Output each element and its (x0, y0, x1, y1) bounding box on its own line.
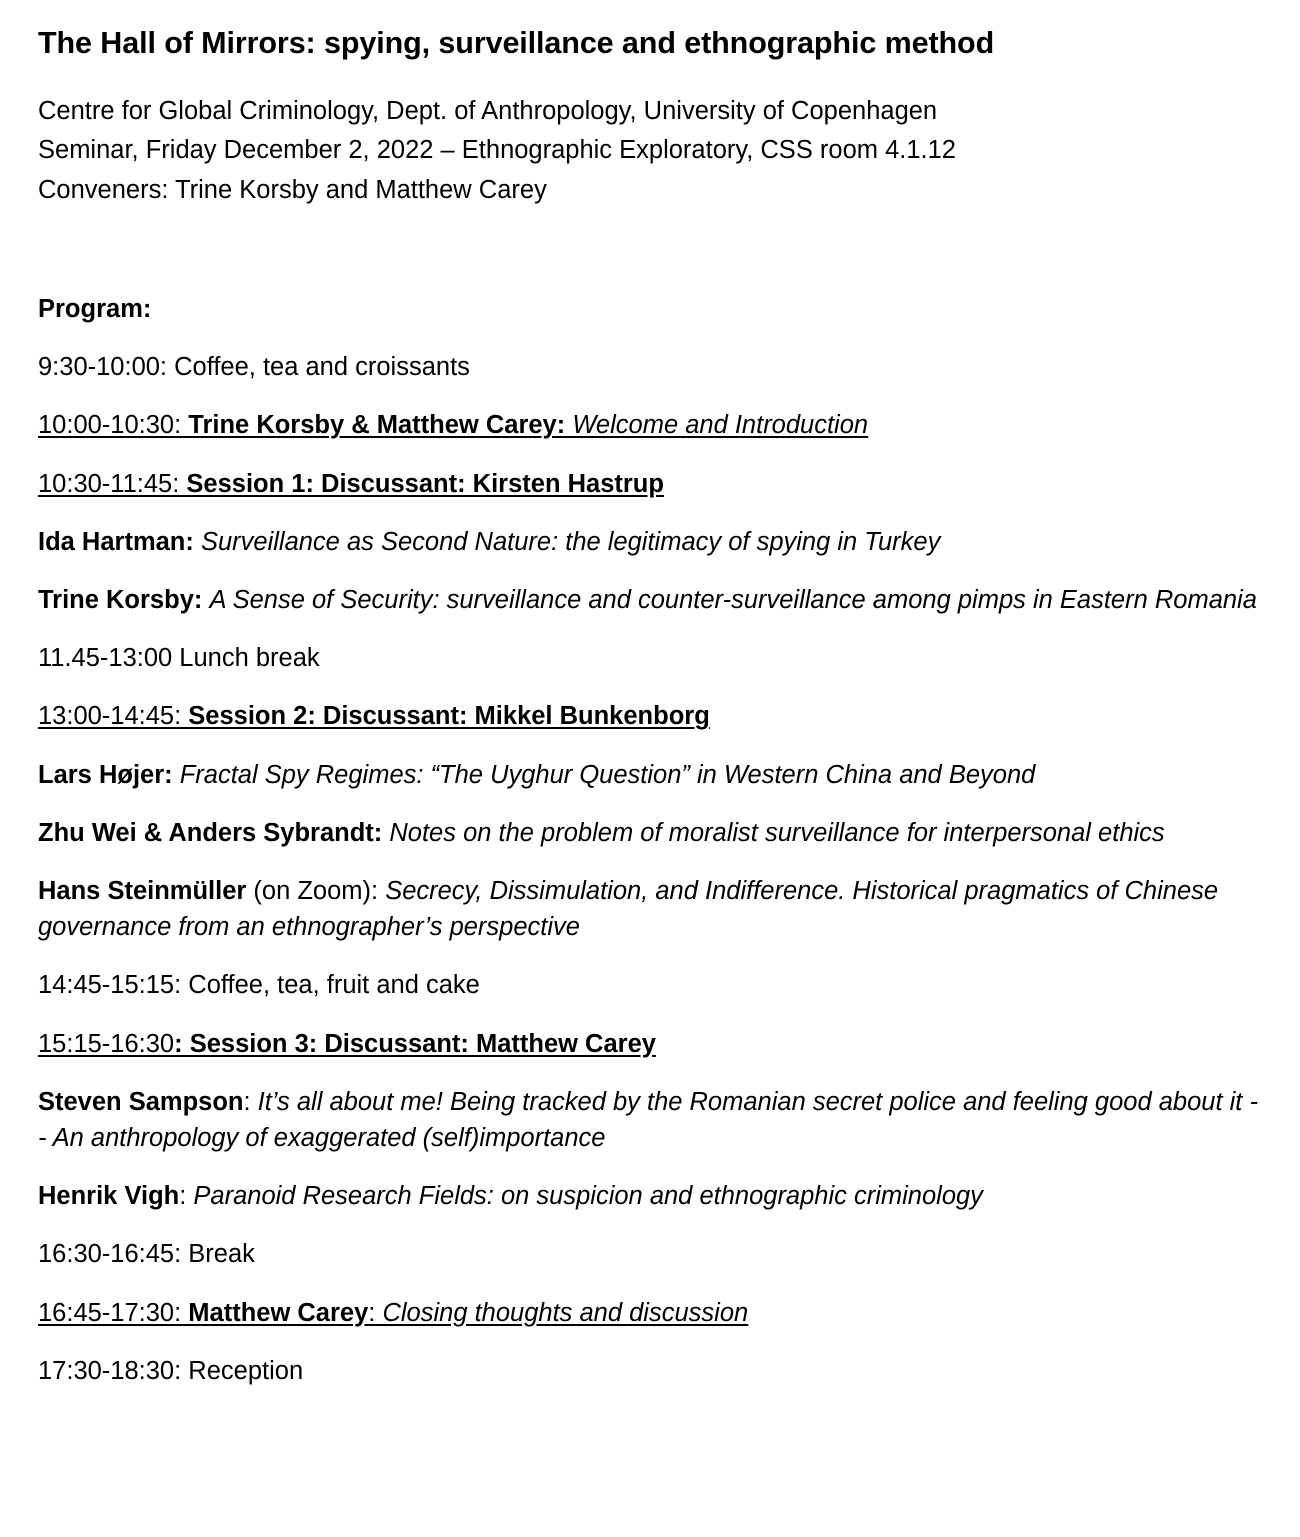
korsby-speaker: Trine Korsby: (38, 585, 210, 614)
paper-ida-hartman (38, 524, 1265, 560)
paper-henrik-vigh (38, 1178, 1265, 1214)
hartman-title: Surveillance as Second Nature: the legitimacy of spying in Turkey (200, 527, 941, 556)
zhuwei-speaker: Zhu Wei & Anders Sybrandt: (38, 818, 390, 847)
schedule-item-coffee-afternoon (38, 967, 1265, 1003)
session-1-time: 10:30-11:45: (38, 469, 187, 498)
steinmuller-speaker: Hans Steinmüller (38, 876, 247, 905)
blank-paragraph-spacer (38, 211, 1265, 291)
break-late-time: 16:30-16:45: (38, 1240, 189, 1269)
session-2-label: Session 2: Discussant: Mikkel Bunkenborg (188, 702, 710, 731)
schedule-item-break-late (38, 1236, 1265, 1272)
sampson-speaker: Steven Sampson (38, 1087, 244, 1116)
welcome-speaker: Trine Korsby & Matthew Carey: (188, 411, 573, 440)
schedule-item-closing (38, 1295, 1265, 1331)
vigh-speaker: Henrik Vigh (38, 1182, 180, 1211)
coffee-morning-text: Coffee, tea and croissants (174, 353, 470, 382)
header-info-block (38, 92, 1265, 211)
steinmuller-mode: (on Zoom): (246, 876, 386, 905)
hartman-speaker: Ida Hartman: (38, 527, 201, 556)
session-2-heading (38, 698, 1265, 734)
vigh-separator: : (179, 1182, 194, 1211)
coffee-afternoon-time: 14:45-15:15: (38, 971, 189, 1000)
hojer-speaker: Lars Højer: (38, 760, 180, 789)
paper-zhu-wei-anders-sybrandt (38, 815, 1265, 851)
steinmuller-title: Secrecy, Dissimulation, and Indifference. Historical pragmatics of Chinese governance from an ethnographer’s perspective (38, 876, 1219, 942)
page-title: The Hall of Mirrors: spying, surveillance and ethnographic method (38, 26, 995, 60)
sampson-separator: : (243, 1087, 258, 1116)
session-2-time: 13:00-14:45: (38, 702, 189, 731)
paper-steven-sampson (38, 1084, 1265, 1156)
schedule-item-lunch (38, 640, 1265, 676)
session-1-label: Session 1: Discussant: Kirsten Hastrup (186, 469, 664, 498)
program-section (38, 291, 1265, 1389)
closing-title: Closing thoughts and discussion (382, 1298, 749, 1327)
schedule-item-coffee-morning (38, 349, 1265, 385)
header-line-conveners: Conveners: Trine Korsby and Matthew Carey (38, 176, 547, 205)
hojer-title: Fractal Spy Regimes: “The Uyghur Question” in Western China and Beyond (179, 760, 1036, 789)
reception-time: 17:30-18:30: (38, 1356, 189, 1385)
program-heading: Program: (38, 294, 152, 323)
header-line-seminar: Seminar, Friday December 2, 2022 – Ethnographic Exploratory, CSS room 4.1.12 (38, 136, 956, 165)
paper-hans-steinmuller (38, 873, 1265, 945)
vigh-title: Paranoid Research Fields: on suspicion and ethnographic criminology (193, 1182, 983, 1211)
header-line-venue: Centre for Global Criminology, Dept. of Anthropology, University of Copenhagen (38, 96, 938, 125)
closing-time: 16:45-17:30: (38, 1298, 189, 1327)
sampson-title: It’s all about me! Being tracked by the Romanian secret police and feeling good about it -- An anthropology of exaggerated (self)importance (38, 1087, 1258, 1152)
paper-trine-korsby (38, 582, 1265, 618)
lunch-text: 11.45-13:00 Lunch break (38, 644, 320, 673)
zhuwei-title: Notes on the problem of moralist surveillance for interpersonal ethics (389, 818, 1165, 847)
korsby-title: A Sense of Security: surveillance and counter-surveillance among pimps in Eastern Romania (209, 585, 1257, 614)
schedule-item-welcome (38, 407, 1265, 443)
welcome-time: 10:00-10:30: (38, 411, 189, 440)
coffee-morning-time: 9:30-10:00: (38, 353, 175, 382)
schedule-item-reception (38, 1353, 1265, 1389)
coffee-afternoon-text: Coffee, tea, fruit and cake (188, 971, 480, 1000)
reception-text: Reception (188, 1356, 304, 1385)
welcome-title: Welcome and Introduction (572, 411, 869, 440)
closing-separator: : (368, 1298, 383, 1327)
session-1-heading (38, 466, 1265, 502)
session-3-heading (38, 1026, 1265, 1062)
closing-speaker: Matthew Carey (188, 1298, 369, 1327)
session-3-time: 15:15-16:30 (38, 1029, 175, 1058)
paper-lars-hojer (38, 757, 1265, 793)
session-3-label: : Session 3: Discussant: Matthew Carey (174, 1029, 656, 1058)
break-late-text: Break (188, 1240, 255, 1269)
